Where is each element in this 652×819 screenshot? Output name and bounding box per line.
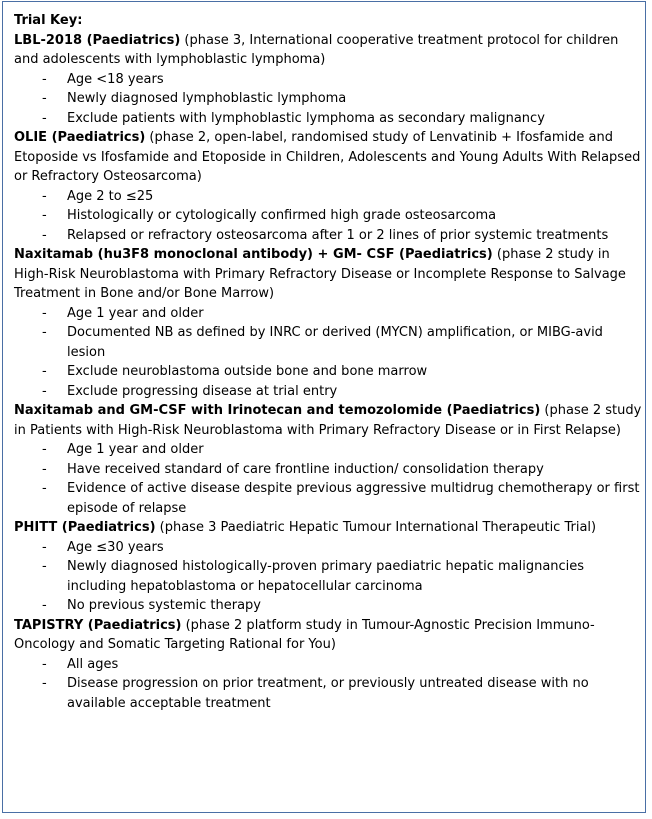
bullet-dash: - (42, 676, 47, 691)
criteria-text: Age 1 year and older (67, 305, 204, 321)
criteria-text: Age 1 year and older (67, 442, 204, 457)
criteria-item (14, 596, 644, 616)
trial-heading (14, 31, 644, 70)
criteria-item (14, 362, 644, 382)
criteria-list (14, 655, 644, 714)
bullet-dash: - (42, 305, 47, 321)
trial-heading (14, 245, 644, 304)
criteria-item (14, 382, 644, 402)
criteria-text: No previous systemic therapy (67, 598, 262, 613)
criteria-item (14, 538, 644, 558)
bullet-dash: - (42, 364, 47, 379)
criteria-text: Have received standard of care frontline induction/ consolidation therapy (67, 461, 544, 477)
criteria-list (14, 187, 644, 246)
trial-description: (phase 3, International cooperative treatment protocol for children and adolescents with lymphoblastic lymphoma) (14, 32, 619, 67)
criteria-item (14, 89, 644, 109)
trial-lbl-2018 (14, 31, 644, 129)
bullet-dash: - (42, 208, 47, 223)
bullet-dash: - (42, 110, 47, 126)
trial-heading (14, 128, 644, 187)
trial-naxitamab-gm-csf (14, 245, 644, 401)
criteria-text: Newly diagnosed lymphoblastic lymphoma (67, 91, 347, 106)
trial-name: LBL-2018 (Paediatrics) (14, 32, 181, 48)
criteria-item (14, 206, 644, 226)
criteria-text: Newly diagnosed histologically-proven primary paediatric hepatic malignancies including hepatoblastoma or hepatocellular carcinoma (67, 559, 585, 594)
criteria-text: Exclude neuroblastoma outside bone and bone marrow (67, 364, 428, 379)
bullet-dash: - (42, 559, 47, 574)
criteria-text: Disease progression on prior treatment, or previously untreated disease with no available acceptable treatment (67, 676, 589, 711)
criteria-item (14, 655, 644, 675)
criteria-text: Histologically or cytologically confirmed high grade osteosarcoma (67, 208, 497, 223)
trial-description: (phase 2 study in High-Risk Neuroblastoma with Primary Refractory Disease or Incomplete Response to Salvage Treatment in Bone and/or Bone Marrow) (14, 247, 626, 301)
criteria-text: Age <18 years (67, 71, 164, 87)
bullet-dash: - (42, 383, 47, 399)
trial-heading (14, 518, 644, 538)
criteria-item (14, 460, 644, 480)
bullet-dash: - (42, 539, 47, 555)
trial-name: Naxitamab (hu3F8 monoclonal antibody) + GM- CSF (Paediatrics) (14, 247, 493, 262)
trial-name: Naxitamab and GM-CSF with Irinotecan and temozolomide (Paediatrics) (14, 403, 541, 418)
trial-heading (14, 401, 644, 440)
criteria-item (14, 557, 644, 596)
trial-key-box (2, 1, 646, 813)
criteria-text: Age ≤30 years (67, 539, 164, 555)
trial-naxitamab-irinotecan (14, 401, 644, 518)
bullet-dash: - (42, 91, 47, 106)
trial-key-content (14, 11, 644, 713)
criteria-item (14, 187, 644, 207)
criteria-item (14, 70, 644, 90)
criteria-list (14, 440, 644, 518)
criteria-list (14, 304, 644, 402)
criteria-list (14, 70, 644, 129)
criteria-text: Exclude progressing disease at trial entry (67, 383, 338, 399)
trial-description: (phase 2 platform study in Tumour-Agnostic Precision Immuno-Oncology and Somatic Targeting Rational for You) (14, 617, 595, 652)
criteria-item (14, 440, 644, 460)
bullet-dash: - (42, 598, 47, 613)
criteria-item (14, 109, 644, 129)
criteria-text: Relapsed or refractory osteosarcoma after 1 or 2 lines of prior systemic treatments (67, 227, 609, 243)
trial-heading (14, 616, 644, 655)
criteria-text: Exclude patients with lymphoblastic lymphoma as secondary malignancy (67, 110, 545, 126)
trial-name: TAPISTRY (Paediatrics) (14, 617, 182, 633)
criteria-text: Evidence of active disease despite previous aggressive multidrug chemotherapy or first episode of relapse (67, 481, 640, 516)
criteria-item (14, 479, 644, 518)
bullet-dash: - (42, 481, 47, 496)
bullet-dash: - (42, 656, 47, 672)
trial-name: PHITT (Paediatrics) (14, 520, 156, 535)
trial-description: (phase 3 Paediatric Hepatic Tumour International Therapeutic Trial) (155, 520, 597, 535)
bullet-dash: - (42, 227, 47, 243)
criteria-text: Documented NB as defined by INRC or derived (MYCN) amplification, or MIBG-avid lesion (67, 325, 603, 360)
trial-name: OLIE (Paediatrics) (14, 130, 146, 145)
criteria-list (14, 538, 644, 616)
bullet-dash: - (42, 71, 47, 87)
trial-description: (phase 2, open-label, randomised study of Lenvatinib + Ifosfamide and Etoposide vs Ifosfamide and Etoposide in Children, Adolescents and Young Adults With Relapsed or Refractory Osteosarcoma) (14, 130, 641, 184)
bullet-dash: - (42, 188, 47, 204)
trial-olie (14, 128, 644, 245)
trial-description: (phase 2 study in Patients with High-Risk Neuroblastoma with Primary Refractory Disease or in First Relapse) (14, 403, 642, 438)
bullet-dash: - (42, 442, 47, 457)
criteria-item (14, 674, 644, 713)
key-title: Trial Key: (14, 13, 83, 28)
criteria-item (14, 226, 644, 246)
bullet-dash: - (42, 461, 47, 477)
trial-tapistry (14, 616, 644, 714)
criteria-item (14, 323, 644, 362)
criteria-text: Age 2 to ≤25 (67, 188, 154, 204)
criteria-item (14, 304, 644, 324)
trial-phitt (14, 518, 644, 616)
bullet-dash: - (42, 325, 47, 340)
criteria-text: All ages (67, 656, 119, 672)
